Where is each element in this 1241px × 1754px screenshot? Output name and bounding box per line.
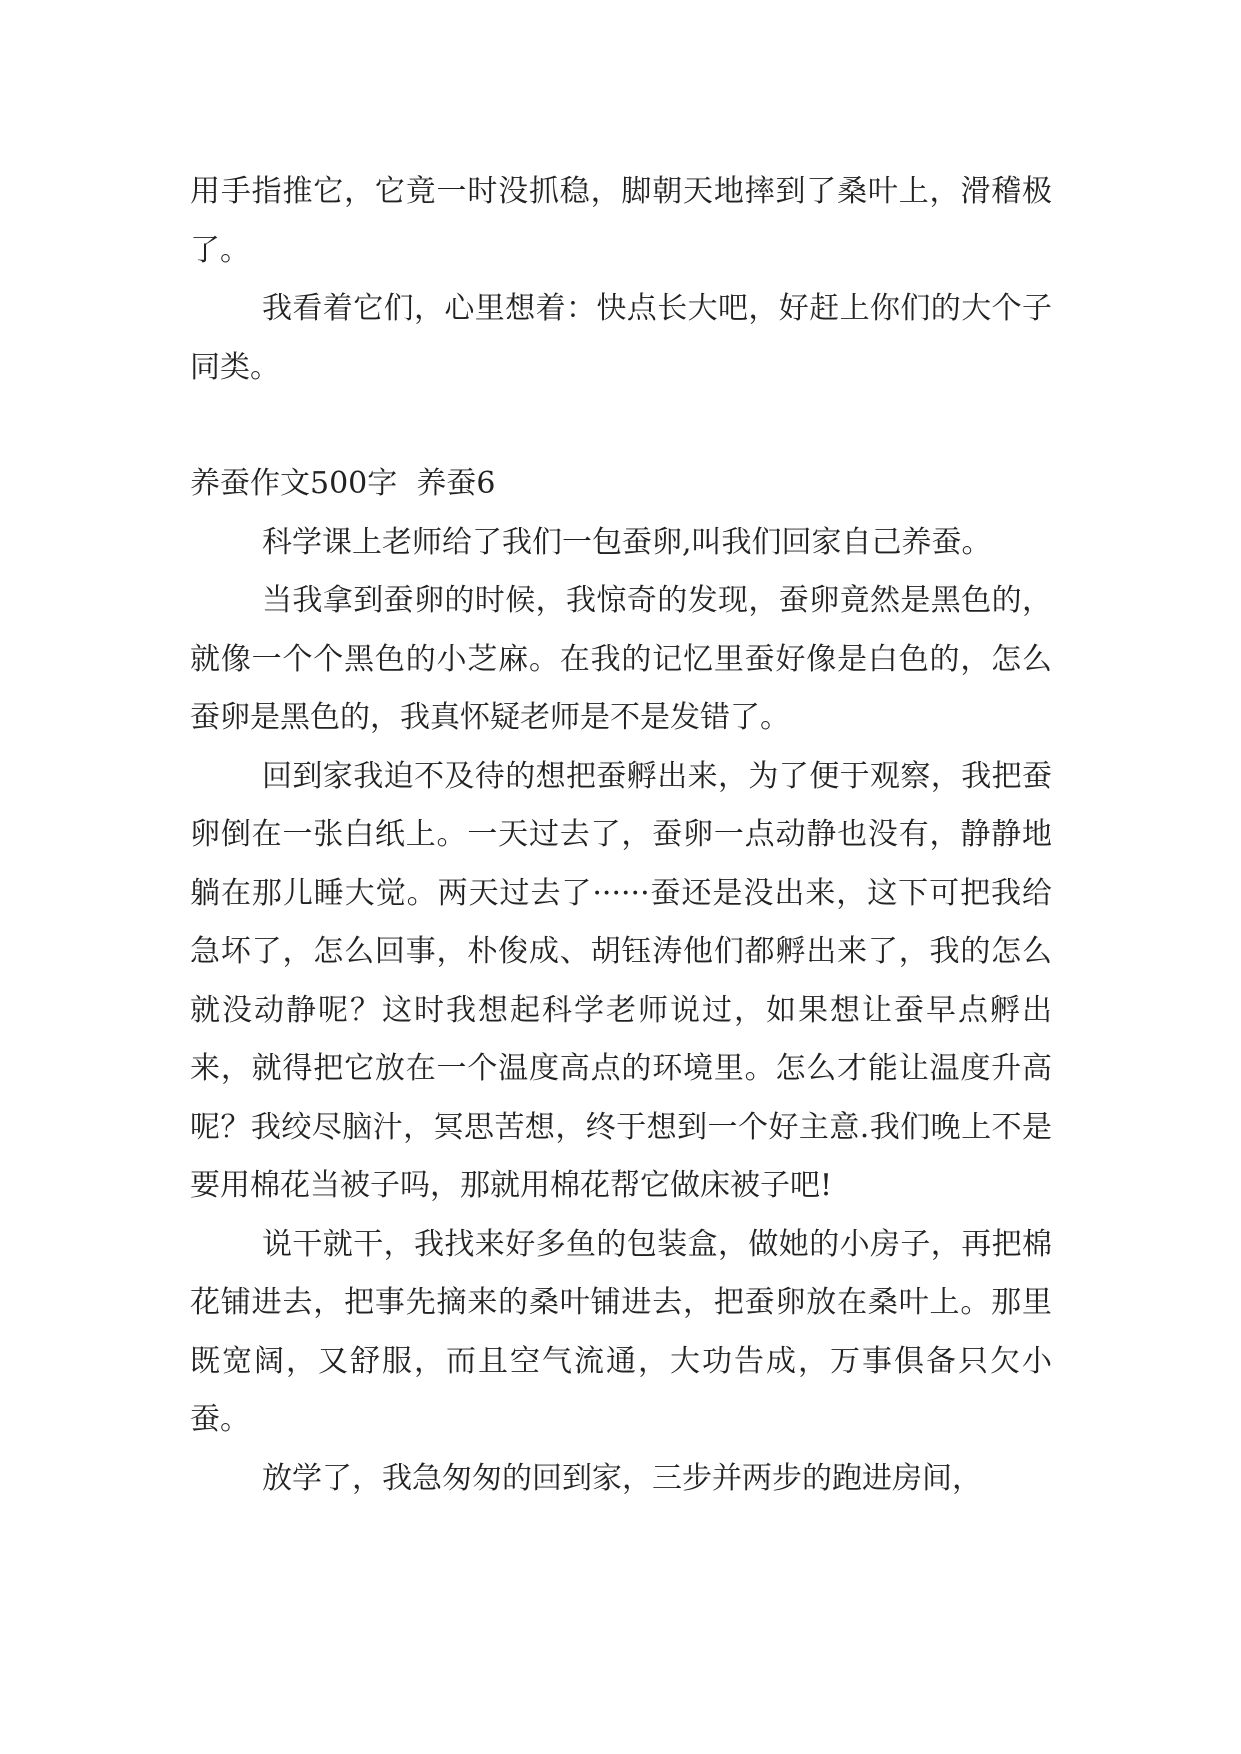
document-body <box>190 163 1052 1508</box>
paragraph: 用手指推它，它竟一时没抓稳，脚朝天地摔到了桑叶上，滑稽极了。 <box>190 174 1052 268</box>
paragraph: 科学课上老师给了我们一包蚕卵,叫我们回家自己养蚕。 <box>262 524 992 560</box>
paragraph: 放学了，我急匆匆的回到家，三步并两步的跑进房间， <box>262 1460 982 1496</box>
paragraph: 说干就干，我找来好多鱼的包装盒，做她的小房子，再把棉花铺进去，把事先摘来的桑叶铺进去，把蚕卵放在桑叶上。那里既宽阔，又舒服，而且空气流通，大功告成，万事俱备只欠小蚕。 <box>190 1226 1052 1437</box>
section-heading: 养蚕作文500字 养蚕6 <box>190 466 496 501</box>
paragraph: 当我拿到蚕卵的时候，我惊奇的发现，蚕卵竟然是黑色的，就像一个个黑色的小芝麻。在我的记忆里蚕好像是白色的，怎么蚕卵是黑色的，我真怀疑老师是不是发错了。 <box>190 583 1052 735</box>
paragraph: 回到家我迫不及待的想把蚕孵出来，为了便于观察，我把蚕卵倒在一张白纸上。一天过去了，蚕卵一点动静也没有，静静地躺在那儿睡大觉。两天过去了······蚕还是没出来，这下可把我给急坏了，怎么回事，朴俊成、胡钰涛他们都孵出来了，我的怎么就没动静呢？这时我想起科学老师说过，如果想让蚕早点孵出来，就得把它放在一个温度高点的环境里。怎么才能让温度升高呢？我绞尽脑汁，冥思苦想，终于想到一个好主意.我们晚上不是要用棉花当被子吗，那就用棉花帮它做床被子吧! <box>190 758 1052 1203</box>
paragraph: 我看着它们，心里想着：快点长大吧，好赶上你们的大个子同类。 <box>190 291 1052 385</box>
